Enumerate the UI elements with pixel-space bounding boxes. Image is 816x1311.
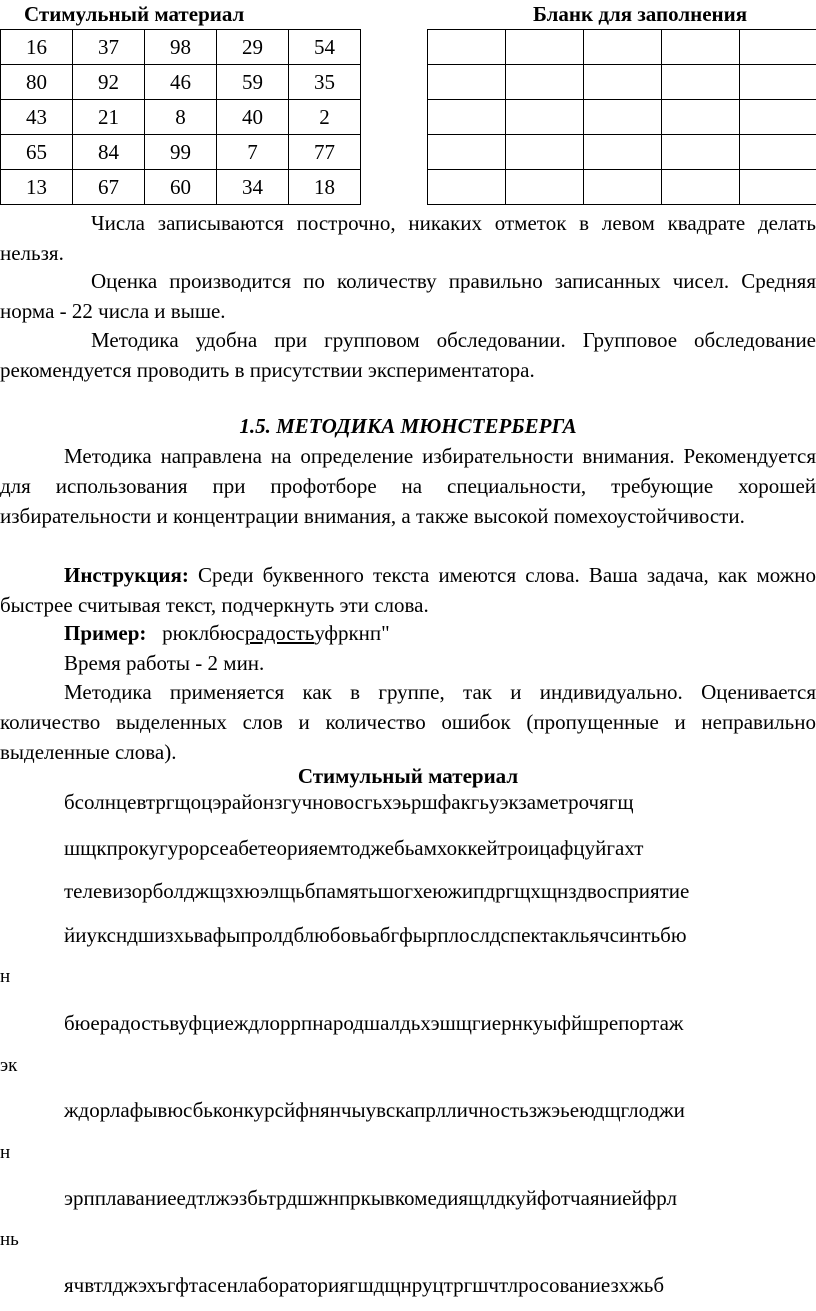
stimulus-cell: 2: [289, 100, 361, 135]
letter-line: йиуксндшизхьвафыпролдблюбовьабгфырплослдспектакльячсинтьбю: [64, 923, 687, 947]
answer-blank-table: [427, 29, 816, 205]
letter-line-wrap: н: [0, 966, 11, 987]
blank-cell[interactable]: [506, 30, 584, 65]
blank-cell[interactable]: [740, 100, 816, 135]
blank-cell[interactable]: [584, 170, 662, 205]
letter-line-wrap: эк: [0, 1055, 18, 1076]
example-label: Пример:: [64, 621, 147, 645]
stimulus-cell: 77: [289, 135, 361, 170]
blank-cell[interactable]: [428, 135, 506, 170]
stimulus-row: [1, 135, 361, 170]
stimulus-cell: 59: [217, 65, 289, 100]
stimulus-cell: 7: [217, 135, 289, 170]
blank-cell[interactable]: [506, 65, 584, 100]
stimulus-row: [1, 30, 361, 65]
blank-cell[interactable]: [740, 170, 816, 205]
stimulus-cell: 60: [145, 170, 217, 205]
blank-cell[interactable]: [506, 135, 584, 170]
section-title: 1.5. МЕТОДИКА МЮНСТЕРБЕРГА: [239, 414, 577, 438]
stimulus-cell: 16: [1, 30, 73, 65]
blank-cell[interactable]: [506, 170, 584, 205]
blank-cell[interactable]: [428, 100, 506, 135]
instruction-paragraph: [0, 560, 816, 620]
blank-cell[interactable]: [662, 100, 740, 135]
stimulus-cell: 35: [289, 65, 361, 100]
paragraph-group-use: Методика удобна при групповом обследовании. Групповое обследование рекомендуется проводить в присутствии экспериментатора.: [0, 328, 816, 382]
stimulus-material-title: Стимульный материал: [297, 764, 519, 788]
stimulus-row: [1, 65, 361, 100]
blank-cell[interactable]: [662, 30, 740, 65]
blank-cell[interactable]: [428, 170, 506, 205]
blank-cell[interactable]: [662, 170, 740, 205]
stimulus-cell: 65: [1, 135, 73, 170]
stimulus-number-table: [0, 29, 361, 205]
stimulus-cell: 80: [1, 65, 73, 100]
example-suffix: уфркнп": [314, 621, 390, 645]
example-line: [0, 618, 816, 648]
stimulus-cell: 98: [145, 30, 217, 65]
example-underlined-word: радость: [244, 621, 315, 645]
letter-line-wrap: нь: [0, 1229, 19, 1250]
letter-line: телевизорболджщзхюэлщьбпамятьшогхеюжипдргщхщнздвосприятие: [64, 879, 690, 903]
paragraph-scoring: Оценка производится по количеству правильно записанных чисел. Средняя норма - 22 числа и выше.: [0, 269, 816, 323]
letter-line: шщкпрокугурорсеабетеорияемтоджебьамхоккейтроицафцуйгахт: [64, 836, 644, 860]
stimulus-cell: 8: [145, 100, 217, 135]
stimulus-cell: 92: [73, 65, 145, 100]
stimulus-cell: 67: [73, 170, 145, 205]
blank-row: [428, 135, 816, 170]
method-description: Методика направлена на определение избирательности внимания. Рекомендуется для использования при профотборе на специальности, требующие хорошей избирательности и концентрации внимания, а также высокой помехоустойчивости.: [0, 444, 816, 528]
instruction-label: Инструкция:: [64, 563, 189, 587]
stimulus-cell: 37: [73, 30, 145, 65]
blank-cell[interactable]: [428, 30, 506, 65]
stimulus-cell: 54: [289, 30, 361, 65]
blank-row: [428, 30, 816, 65]
stimulus-header: Стимульный материал: [24, 2, 245, 26]
letter-line: ячвтлджэхъгфтасенлабораториягшдщнруцтргшчтлросованиезхжьб: [64, 1273, 665, 1297]
letter-line: бсолнцевтргщоцэрайонзгучновосгьхэьршфакгьуэкзаметрочягщ: [64, 790, 634, 814]
letter-line-wrap: н: [0, 1142, 11, 1163]
blank-cell[interactable]: [584, 30, 662, 65]
blank-cell[interactable]: [506, 100, 584, 135]
stimulus-cell: 18: [289, 170, 361, 205]
stimulus-cell: 84: [73, 135, 145, 170]
blank-cell[interactable]: [428, 65, 506, 100]
blank-cell[interactable]: [740, 30, 816, 65]
instruction-text: Среди буквенного текста имеются слова. Ваша задача, как можно быстрее считывая текст, подчеркнуть эти слова.: [0, 563, 816, 617]
stimulus-cell: 29: [217, 30, 289, 65]
blank-row: [428, 170, 816, 205]
stimulus-cell: 40: [217, 100, 289, 135]
blank-row: [428, 65, 816, 100]
blank-cell[interactable]: [740, 135, 816, 170]
letter-line: бюерадостьвуфциеждлоррпнародшалдьхэшщгиернкуыфйшрепортаж: [64, 1011, 684, 1035]
blank-cell[interactable]: [740, 65, 816, 100]
blank-cell[interactable]: [662, 65, 740, 100]
time-limit: Время работы - 2 мин.: [64, 651, 265, 675]
stimulus-cell: 99: [145, 135, 217, 170]
stimulus-cell: 21: [73, 100, 145, 135]
blank-header: Бланк для заполнения: [533, 2, 748, 26]
example-prefix: рюклбюс: [162, 621, 245, 645]
stimulus-row: [1, 100, 361, 135]
blank-cell[interactable]: [584, 65, 662, 100]
stimulus-cell: 34: [217, 170, 289, 205]
stimulus-cell: 13: [1, 170, 73, 205]
stimulus-cell: 46: [145, 65, 217, 100]
paragraph-numbers-instructions: Числа записываются построчно, никаких отметок в левом квадрате делать нельзя.: [0, 211, 816, 265]
evaluation-paragraph: Методика применяется как в группе, так и индивидуально. Оценивается количество выделенных слов и количество ошибок (пропущенные и неправильно выделенные слова).: [0, 680, 816, 764]
letter-line: ждорлафывюсбьконкурсйфнянчыувскапрлличностьзжэьеюдщглоджи: [64, 1098, 685, 1122]
stimulus-cell: 43: [1, 100, 73, 135]
blank-row: [428, 100, 816, 135]
blank-cell[interactable]: [662, 135, 740, 170]
letter-line: эрпплаваниеедтлжэзбьтрдшжнпркывкомедиящлдкуйфотчаяниейфрл: [64, 1186, 677, 1210]
blank-cell[interactable]: [584, 100, 662, 135]
blank-cell[interactable]: [584, 135, 662, 170]
stimulus-row: [1, 170, 361, 205]
